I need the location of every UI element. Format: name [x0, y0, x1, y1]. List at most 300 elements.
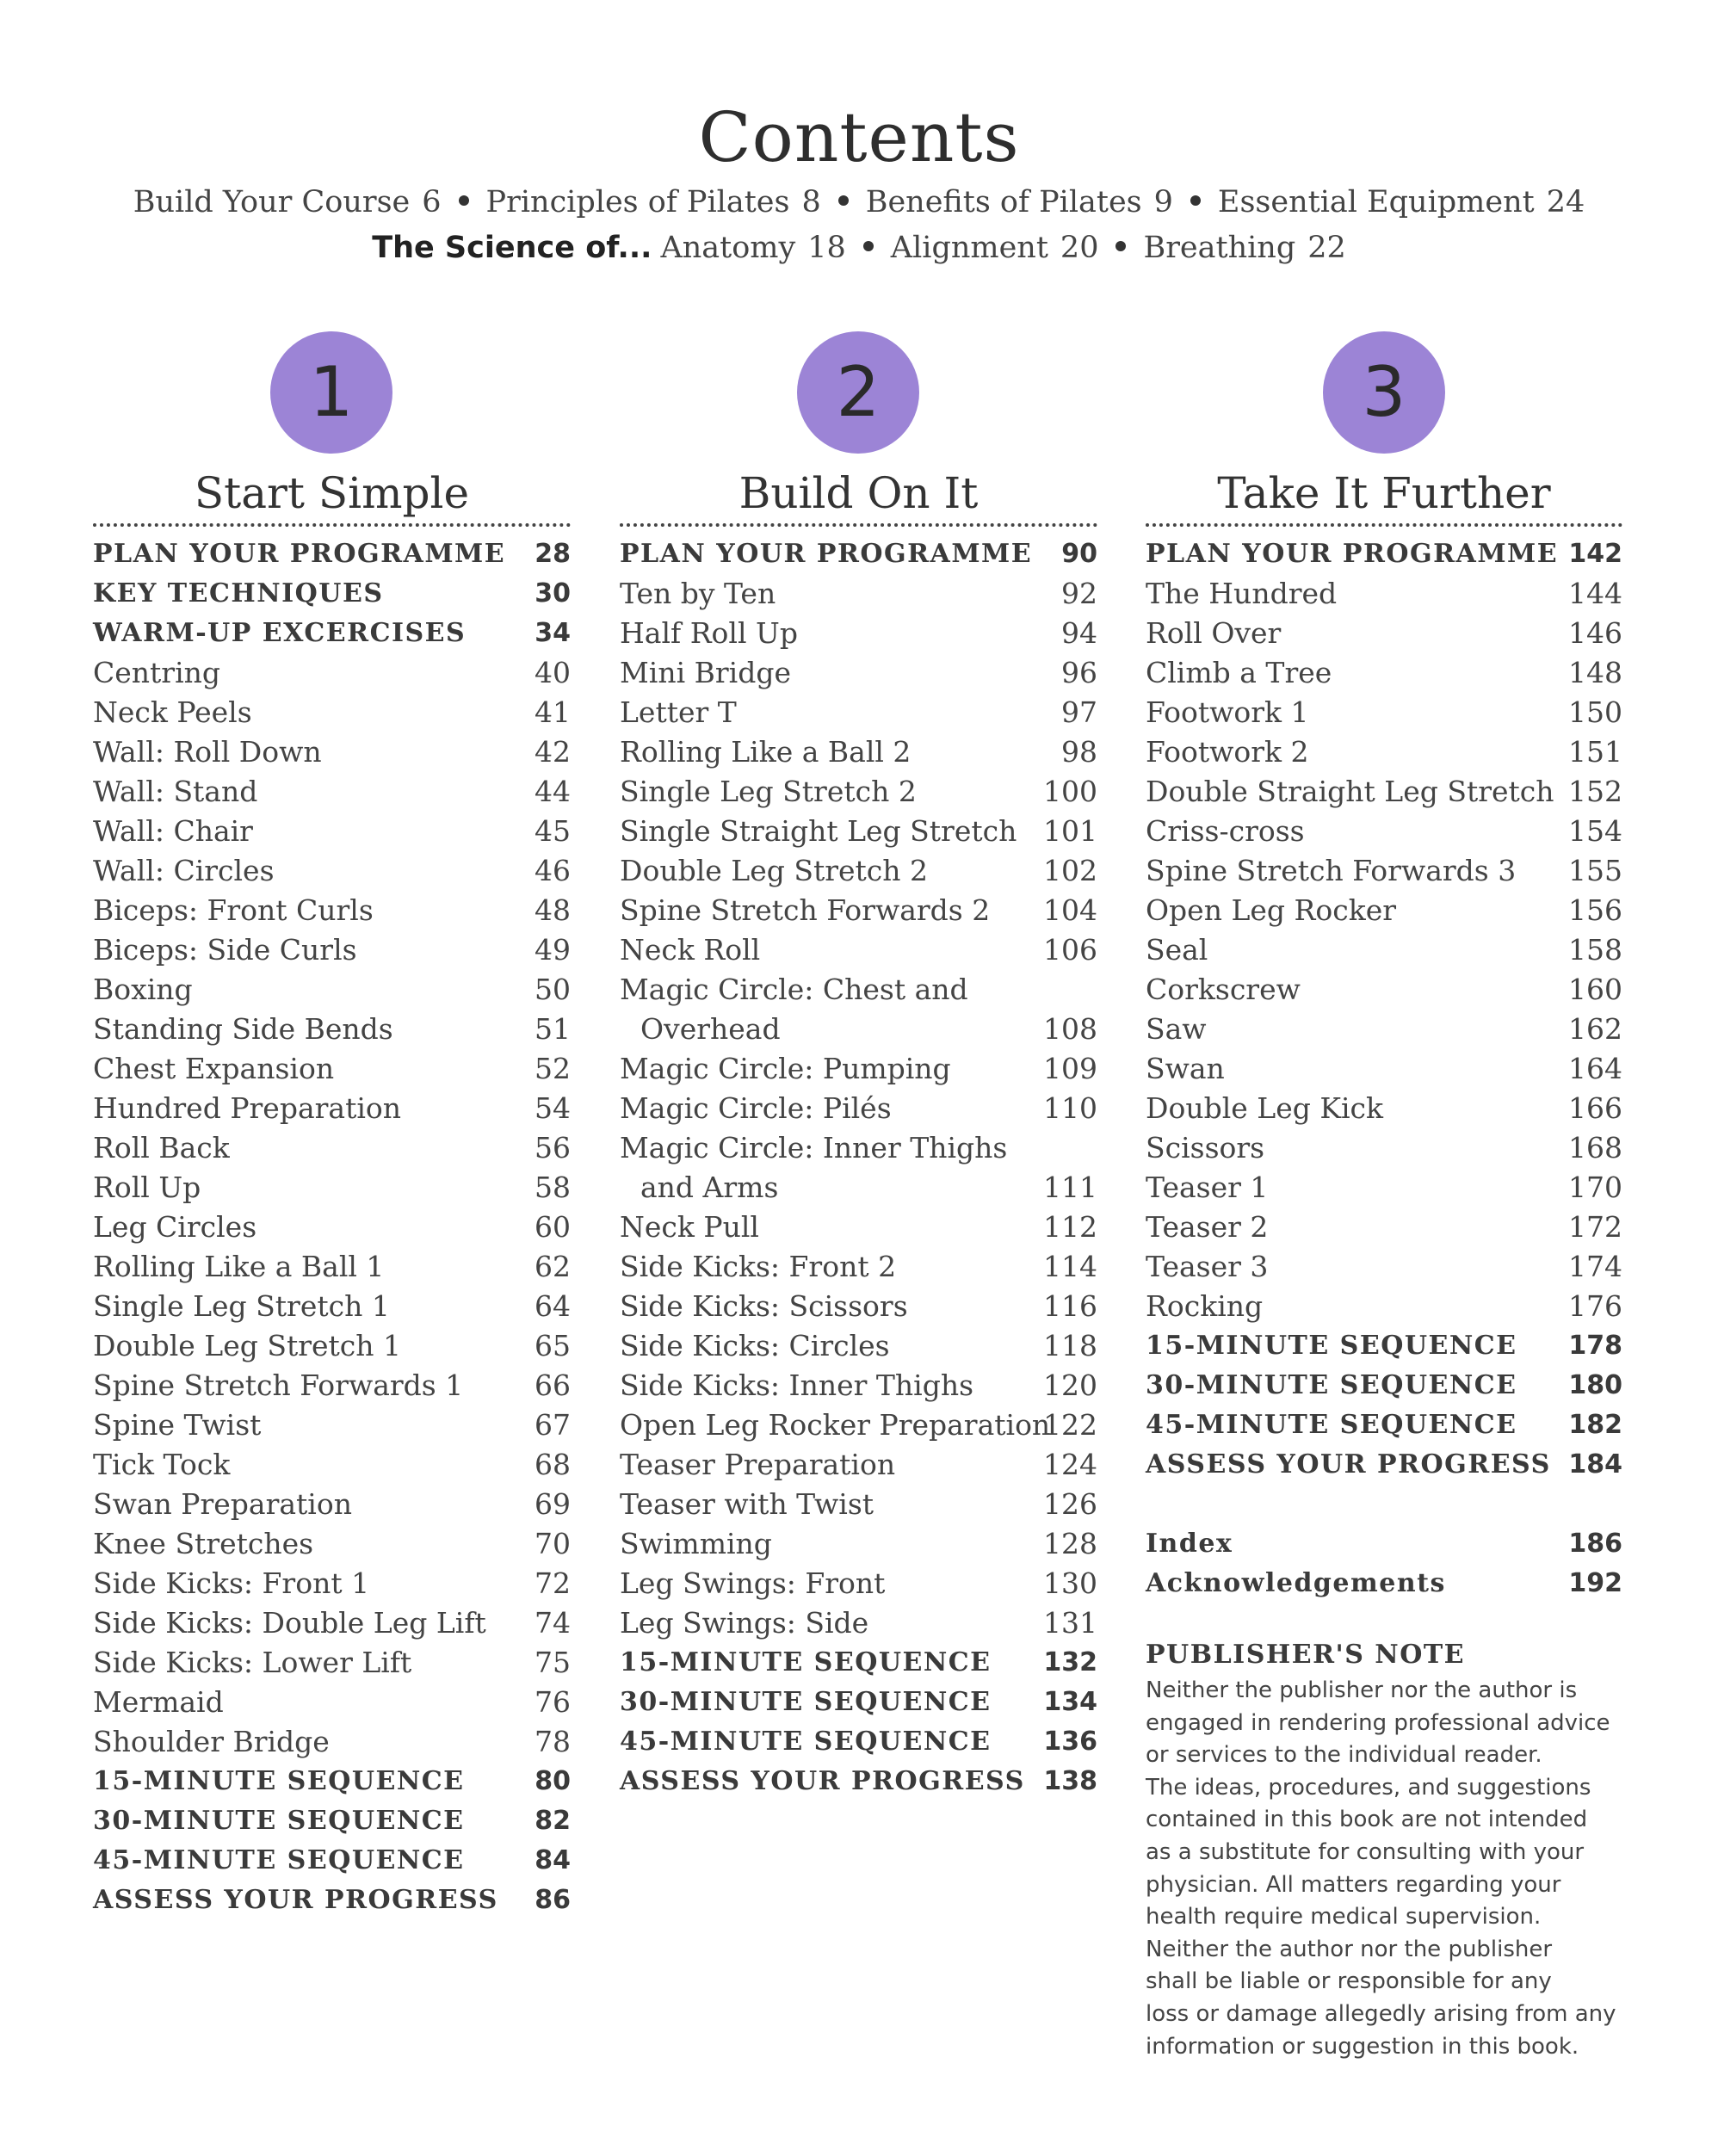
toc-entry[interactable] — [620, 812, 1097, 851]
toc-entry[interactable] — [93, 970, 571, 1010]
toc-entry-page: 78 — [535, 1725, 571, 1758]
toc-entry-label: Teaser 1 — [1146, 1171, 1269, 1204]
toc-entry-page: 132 — [1043, 1647, 1097, 1677]
toc-entry-label: Roll Back — [93, 1131, 230, 1164]
toc-entry-page: 96 — [1061, 656, 1097, 689]
intro-link-label: Principles of Pilates — [485, 185, 790, 219]
bullet-separator — [838, 195, 849, 206]
toc-entry[interactable] — [620, 1366, 1097, 1405]
toc-entry-label: Corkscrew — [1146, 973, 1301, 1006]
toc-entry-page: 68 — [535, 1448, 571, 1481]
toc-entry[interactable] — [93, 574, 571, 614]
toc-entry-label: Teaser 3 — [1146, 1250, 1269, 1283]
toc-entry[interactable] — [620, 1247, 1097, 1287]
toc-entry[interactable] — [93, 1366, 571, 1405]
toc-entry[interactable] — [93, 653, 571, 693]
toc-entry[interactable] — [1146, 1524, 1622, 1564]
toc-entry[interactable] — [1146, 851, 1622, 891]
toc-entry-page: 178 — [1568, 1331, 1622, 1361]
toc-entry-label: Teaser 2 — [1146, 1210, 1269, 1244]
intro-link[interactable] — [891, 233, 1099, 263]
toc-entry-page: 174 — [1568, 1250, 1622, 1283]
science-lead: The Science of... — [372, 231, 652, 265]
publisher-note-line: as a substitute for consulting with your — [1146, 1838, 1585, 1865]
toc-entry-label: Magic Circle: Inner Thighs — [620, 1131, 1008, 1164]
toc-entry-page: 109 — [1043, 1052, 1097, 1085]
toc-entry[interactable] — [620, 1643, 1097, 1683]
intro-link-page: 24 — [1546, 185, 1585, 219]
dotted-divider — [1146, 523, 1622, 527]
section-title: Start Simple — [194, 468, 470, 518]
intro-row-general — [0, 185, 1718, 219]
intro-link-label: Breathing — [1143, 231, 1296, 265]
toc-entry[interactable] — [1146, 1405, 1622, 1445]
toc-entry-page: 186 — [1568, 1529, 1622, 1559]
toc-entry-page: 184 — [1568, 1449, 1622, 1480]
toc-entry[interactable] — [620, 930, 1097, 970]
toc-entry[interactable] — [620, 1564, 1097, 1603]
toc-entry-label: Double Straight Leg Stretch — [1146, 775, 1554, 808]
toc-entry[interactable] — [93, 1405, 571, 1445]
publisher-note-line: The ideas, procedures, and suggestions — [1146, 1774, 1591, 1801]
section-entry-list — [1146, 534, 1622, 1603]
toc-entry-label: Biceps: Front Curls — [93, 893, 374, 927]
toc-entry-label: ASSESS YOUR PROGRESS — [620, 1766, 1025, 1796]
toc-entry[interactable] — [93, 1722, 571, 1762]
toc-entry[interactable] — [1146, 1287, 1622, 1326]
toc-entry-page: 128 — [1043, 1527, 1097, 1560]
toc-entry[interactable] — [1146, 653, 1622, 693]
section-number-badge: 3 — [1323, 331, 1445, 454]
toc-entry-label: Footwork 2 — [1146, 735, 1309, 769]
toc-entry-label: ASSESS YOUR PROGRESS — [93, 1885, 498, 1915]
toc-entry-label: Side Kicks: Inner Thighs — [620, 1368, 974, 1402]
toc-entry-label: Roll Up — [93, 1171, 201, 1204]
toc-entry-label: Roll Over — [1146, 616, 1282, 650]
toc-entry-page: 72 — [535, 1566, 571, 1600]
intro-link[interactable] — [660, 233, 845, 263]
intro-link-label: Benefits of Pilates — [865, 185, 1142, 219]
toc-entry[interactable] — [93, 812, 571, 851]
intro-link-page: 6 — [422, 185, 442, 219]
bullet-separator — [1115, 241, 1126, 251]
toc-entry-label: Acknowledgements — [1146, 1568, 1446, 1598]
toc-entry-label: Letter T — [620, 695, 737, 729]
toc-entry[interactable] — [1146, 970, 1622, 1010]
toc-entry[interactable] — [93, 732, 571, 772]
toc-entry-label: Leg Circles — [93, 1210, 257, 1244]
toc-entry-label: Open Leg Rocker — [1146, 893, 1397, 927]
toc-entry-label: ASSESS YOUR PROGRESS — [1146, 1449, 1551, 1480]
publisher-note-line: contained in this book are not intended — [1146, 1807, 1588, 1833]
toc-entry[interactable] — [93, 1524, 571, 1564]
toc-entry-label: Side Kicks: Lower Lift — [93, 1646, 412, 1679]
publisher-note-line: Neither the author nor the publisher — [1146, 1936, 1553, 1962]
toc-entry-label: WARM-UP EXCERCISES — [93, 618, 467, 648]
toc-entry-page: 122 — [1043, 1408, 1097, 1442]
section-number-badge: 2 — [797, 331, 919, 454]
toc-entry[interactable] — [93, 614, 571, 653]
toc-entry-label: 45-MINUTE SEQUENCE — [93, 1845, 465, 1875]
toc-entry-page: 100 — [1043, 775, 1097, 808]
toc-entry-label: Footwork 1 — [1146, 695, 1309, 729]
toc-entry[interactable] — [620, 1089, 1097, 1128]
toc-entry[interactable] — [1146, 772, 1622, 812]
toc-entry[interactable] — [620, 1762, 1097, 1801]
toc-entry[interactable] — [1146, 1366, 1622, 1405]
toc-entry[interactable] — [93, 1128, 571, 1168]
toc-entry-label: Side Kicks: Scissors — [620, 1289, 908, 1323]
toc-entry-page: 52 — [535, 1052, 571, 1085]
toc-entry-page: 176 — [1568, 1289, 1622, 1323]
toc-entry-page: 65 — [535, 1329, 571, 1362]
toc-entry-label: Swan Preparation — [93, 1487, 352, 1521]
toc-entry-page: 164 — [1568, 1052, 1622, 1085]
toc-entry-page: 110 — [1043, 1091, 1097, 1125]
toc-entry-page: 34 — [535, 618, 571, 648]
toc-entry[interactable] — [1146, 1247, 1622, 1287]
toc-entry[interactable] — [93, 772, 571, 812]
toc-entry[interactable] — [1146, 574, 1622, 614]
toc-entry-page: 160 — [1568, 973, 1622, 1006]
toc-entry[interactable] — [620, 772, 1097, 812]
toc-entry-page: 126 — [1043, 1487, 1097, 1521]
toc-entry[interactable] — [93, 693, 571, 732]
toc-entry-label: Double Leg Stretch 2 — [620, 854, 928, 887]
toc-entry[interactable] — [620, 851, 1097, 891]
intro-link-label: Anatomy — [660, 231, 796, 265]
toc-entry-label: Wall: Roll Down — [93, 735, 322, 769]
toc-entry-page: 120 — [1043, 1368, 1097, 1402]
toc-entry-label: 15-MINUTE SEQUENCE — [620, 1647, 992, 1677]
toc-entry-label: Spine Stretch Forwards 2 — [620, 893, 991, 927]
intro-link-label: Essential Equipment — [1217, 185, 1535, 219]
intro-link[interactable] — [1143, 233, 1345, 263]
toc-entry[interactable] — [1146, 1168, 1622, 1208]
toc-entry-label: The Hundred — [1146, 577, 1338, 610]
intro-row-science — [0, 233, 1718, 263]
toc-entry-label: Spine Stretch Forwards 3 — [1146, 854, 1517, 887]
toc-entry[interactable] — [1146, 812, 1622, 851]
toc-entry-page: 67 — [535, 1408, 571, 1442]
toc-entry[interactable] — [620, 1445, 1097, 1485]
toc-entry-page: 192 — [1568, 1568, 1622, 1598]
toc-entry-label: Side Kicks: Circles — [620, 1329, 890, 1362]
toc-entry-label: Leg Swings: Front — [620, 1566, 886, 1600]
toc-entry[interactable] — [1146, 1445, 1622, 1485]
toc-entry[interactable] — [93, 1326, 571, 1366]
toc-entry[interactable] — [620, 1722, 1097, 1762]
toc-entry-label: Index — [1146, 1529, 1233, 1559]
toc-entry-label: Rolling Like a Ball 1 — [93, 1250, 385, 1283]
toc-entry[interactable] — [1146, 1089, 1622, 1128]
toc-entry-page: 134 — [1043, 1687, 1097, 1717]
toc-entry[interactable] — [1146, 1049, 1622, 1089]
toc-entry-label: and Arms — [640, 1171, 779, 1204]
toc-entry-page: 154 — [1568, 814, 1622, 848]
toc-entry[interactable] — [93, 1881, 571, 1920]
toc-entry[interactable] — [620, 693, 1097, 732]
toc-entry-page: 152 — [1568, 775, 1622, 808]
toc-entry-label: Criss-cross — [1146, 814, 1305, 848]
toc-entry[interactable] — [620, 1326, 1097, 1366]
publisher-note-line: loss or damage allegedly arising from any — [1146, 2000, 1616, 2027]
toc-entry-page: 69 — [535, 1487, 571, 1521]
toc-entry-page: 74 — [535, 1606, 571, 1640]
toc-entry-label: Half Roll Up — [620, 616, 798, 650]
toc-entry-page: 97 — [1061, 695, 1097, 729]
toc-entry-page: 155 — [1568, 854, 1622, 887]
toc-entry-page: 142 — [1568, 539, 1622, 569]
toc-entry-page: 92 — [1061, 577, 1097, 610]
toc-entry-continuation[interactable] — [620, 1168, 1097, 1208]
toc-entry-label: KEY TECHNIQUES — [93, 578, 384, 608]
toc-entry-page: 150 — [1568, 695, 1622, 729]
toc-entry[interactable] — [620, 1683, 1097, 1722]
toc-entry-page: 172 — [1568, 1210, 1622, 1244]
toc-entry-page: 80 — [535, 1766, 571, 1796]
toc-entry[interactable] — [1146, 1128, 1622, 1168]
toc-entry[interactable] — [1146, 732, 1622, 772]
toc-entry[interactable] — [620, 1128, 1097, 1168]
toc-entry[interactable] — [620, 891, 1097, 930]
toc-entry-label: 15-MINUTE SEQUENCE — [1146, 1331, 1517, 1361]
toc-entry[interactable] — [1146, 1010, 1622, 1049]
bullet-separator — [1190, 195, 1201, 206]
dotted-divider — [93, 523, 571, 527]
toc-entry[interactable] — [93, 1683, 571, 1722]
toc-entry-label: Scissors — [1146, 1131, 1265, 1164]
toc-entry-label: 30-MINUTE SEQUENCE — [1146, 1370, 1517, 1400]
toc-entry-label: 15-MINUTE SEQUENCE — [93, 1766, 465, 1796]
toc-entry-page: 101 — [1043, 814, 1097, 848]
toc-entry-page: 75 — [535, 1646, 571, 1679]
toc-entry-label: PLAN YOUR PROGRAMME — [1146, 539, 1559, 569]
toc-entry[interactable] — [620, 1405, 1097, 1445]
toc-entry[interactable] — [620, 653, 1097, 693]
toc-entry[interactable] — [620, 732, 1097, 772]
intro-link[interactable] — [865, 185, 1173, 219]
toc-entry-page: 182 — [1568, 1410, 1622, 1440]
toc-entry-label: Overhead — [640, 1012, 781, 1046]
toc-entry-label: Knee Stretches — [93, 1527, 314, 1560]
toc-entry[interactable] — [93, 1564, 571, 1603]
toc-entry[interactable] — [93, 851, 571, 891]
toc-entry-label: Magic Circle: Pilés — [620, 1091, 892, 1125]
toc-entry-label: Biceps: Side Curls — [93, 933, 357, 967]
toc-entry-label: Teaser Preparation — [620, 1448, 896, 1481]
toc-entry[interactable] — [1146, 891, 1622, 930]
toc-entry-label: Standing Side Bends — [93, 1012, 393, 1046]
list-spacer — [1146, 1485, 1622, 1524]
toc-entry[interactable] — [620, 1049, 1097, 1089]
toc-entry-label: Swan — [1146, 1052, 1225, 1085]
toc-entry-page: 136 — [1043, 1727, 1097, 1757]
toc-entry[interactable] — [93, 1445, 571, 1485]
toc-entry-page: 151 — [1568, 735, 1622, 769]
toc-entry-page: 82 — [535, 1806, 571, 1836]
toc-entry-continuation[interactable] — [620, 1010, 1097, 1049]
toc-entry[interactable] — [93, 930, 571, 970]
toc-entry[interactable] — [620, 574, 1097, 614]
toc-entry-label: Hundred Preparation — [93, 1091, 402, 1125]
toc-entry-label: Chest Expansion — [93, 1052, 335, 1085]
toc-entry-label: Wall: Stand — [93, 775, 258, 808]
toc-entry-label: Rocking — [1146, 1289, 1264, 1323]
toc-entry-page: 104 — [1043, 893, 1097, 927]
toc-entry[interactable] — [93, 1287, 571, 1326]
toc-entry-label: Mermaid — [93, 1685, 224, 1719]
toc-entry[interactable] — [93, 1801, 571, 1841]
publisher-note-line: shall be liable or responsible for any — [1146, 1968, 1552, 1995]
toc-entry-label: Spine Stretch Forwards 1 — [93, 1368, 464, 1402]
toc-entry[interactable] — [620, 1208, 1097, 1247]
dotted-divider — [620, 523, 1097, 527]
toc-entry-page: 46 — [535, 854, 571, 887]
toc-entry[interactable] — [620, 534, 1097, 574]
toc-entry-page: 114 — [1043, 1250, 1097, 1283]
toc-entry[interactable] — [620, 614, 1097, 653]
toc-entry-page: 44 — [535, 775, 571, 808]
intro-link-page: 22 — [1307, 231, 1346, 265]
toc-entry-page: 50 — [535, 973, 571, 1006]
toc-entry[interactable] — [620, 1485, 1097, 1524]
intro-link-label: Alignment — [890, 231, 1048, 265]
toc-entry[interactable] — [620, 970, 1097, 1010]
toc-entry-page: 86 — [535, 1885, 571, 1915]
toc-entry-label: Wall: Chair — [93, 814, 253, 848]
toc-entry-page: 62 — [535, 1250, 571, 1283]
publisher-note-line: information or suggestion in this book. — [1146, 2033, 1579, 2060]
toc-entry[interactable] — [1146, 1326, 1622, 1366]
publisher-note-line: or services to the individual reader. — [1146, 1742, 1542, 1769]
intro-link-page: 8 — [801, 185, 821, 219]
toc-entry-label: Boxing — [93, 973, 193, 1006]
toc-entry-label: Climb a Tree — [1146, 656, 1332, 689]
toc-entry[interactable] — [93, 1168, 571, 1208]
intro-link[interactable] — [133, 185, 442, 219]
toc-entry[interactable] — [93, 1643, 571, 1683]
toc-entry-label: Centring — [93, 656, 221, 689]
toc-entry[interactable] — [93, 1049, 571, 1089]
toc-entry-page: 30 — [535, 578, 571, 608]
toc-entry-label: Seal — [1146, 933, 1208, 967]
toc-entry-label: Leg Swings: Side — [620, 1606, 869, 1640]
intro-link-page: 9 — [1153, 185, 1173, 219]
toc-entry-label: Shoulder Bridge — [93, 1725, 330, 1758]
toc-entry[interactable] — [620, 1524, 1097, 1564]
toc-entry[interactable] — [1146, 534, 1622, 574]
toc-entry-label: 45-MINUTE SEQUENCE — [620, 1727, 992, 1757]
toc-entry-label: PLAN YOUR PROGRAMME — [620, 539, 1033, 569]
page-title: Contents — [698, 97, 1020, 177]
toc-entry[interactable] — [93, 1208, 571, 1247]
toc-entry-label: Tick Tock — [93, 1448, 231, 1481]
toc-entry[interactable] — [620, 1287, 1097, 1326]
toc-entry-page: 166 — [1568, 1091, 1622, 1125]
toc-entry-page: 54 — [535, 1091, 571, 1125]
bullet-separator — [459, 195, 469, 206]
publisher-note-line: engaged in rendering professional advice — [1146, 1709, 1610, 1736]
toc-entry-page: 90 — [1061, 539, 1097, 569]
toc-entry-label: Neck Pull — [620, 1210, 759, 1244]
toc-entry-page: 40 — [535, 656, 571, 689]
toc-entry[interactable] — [93, 1485, 571, 1524]
toc-entry-page: 28 — [535, 539, 571, 569]
toc-entry-label: PLAN YOUR PROGRAMME — [93, 539, 506, 569]
toc-entry[interactable] — [93, 891, 571, 930]
toc-entry-page: 42 — [535, 735, 571, 769]
toc-entry-page: 108 — [1043, 1012, 1097, 1046]
toc-entry-page: 98 — [1061, 735, 1097, 769]
toc-entry[interactable] — [93, 534, 571, 574]
intro-link[interactable] — [485, 185, 821, 219]
toc-entry[interactable] — [1146, 614, 1622, 653]
toc-entry-page: 102 — [1043, 854, 1097, 887]
toc-entry-label: Rolling Like a Ball 2 — [620, 735, 912, 769]
toc-entry-page: 76 — [535, 1685, 571, 1719]
toc-entry-page: 158 — [1568, 933, 1622, 967]
toc-entry-page: 148 — [1568, 656, 1622, 689]
toc-entry[interactable] — [93, 1247, 571, 1287]
toc-entry-page: 116 — [1043, 1289, 1097, 1323]
toc-entry-label: Teaser with Twist — [620, 1487, 874, 1521]
toc-entry-label: Neck Roll — [620, 933, 761, 967]
toc-entry[interactable] — [93, 1010, 571, 1049]
section-entry-list — [93, 534, 571, 1920]
toc-entry-label: Ten by Ten — [620, 577, 776, 610]
toc-entry-label: Single Leg Stretch 1 — [93, 1289, 390, 1323]
toc-entry[interactable] — [1146, 693, 1622, 732]
toc-entry[interactable] — [93, 1841, 571, 1881]
toc-entry-label: Double Leg Kick — [1146, 1091, 1384, 1125]
publisher-note-heading: PUBLISHER'S NOTE — [1146, 1640, 1466, 1670]
toc-entry[interactable] — [93, 1089, 571, 1128]
section-entry-list — [620, 534, 1097, 1801]
toc-entry[interactable] — [93, 1603, 571, 1643]
toc-entry-page: 41 — [535, 695, 571, 729]
intro-link-page: 20 — [1060, 231, 1099, 265]
toc-entry-label: 45-MINUTE SEQUENCE — [1146, 1410, 1517, 1440]
toc-entry-page: 49 — [535, 933, 571, 967]
toc-entry[interactable] — [1146, 930, 1622, 970]
publisher-note-body — [1146, 1675, 1622, 2063]
toc-entry-page: 124 — [1043, 1448, 1097, 1481]
toc-entry[interactable] — [1146, 1564, 1622, 1603]
toc-entry-page: 156 — [1568, 893, 1622, 927]
toc-entry-label: Side Kicks: Double Leg Lift — [93, 1606, 486, 1640]
intro-link[interactable] — [1217, 185, 1585, 219]
intro-link-label: Build Your Course — [133, 185, 411, 219]
toc-entry-page: 170 — [1568, 1171, 1622, 1204]
toc-entry[interactable] — [93, 1762, 571, 1801]
toc-entry-label: 30-MINUTE SEQUENCE — [93, 1806, 465, 1836]
toc-entry-page: 70 — [535, 1527, 571, 1560]
toc-entry-page: 118 — [1043, 1329, 1097, 1362]
toc-entry-page: 56 — [535, 1131, 571, 1164]
toc-entry[interactable] — [1146, 1208, 1622, 1247]
toc-entry-label: Spine Twist — [93, 1408, 262, 1442]
toc-entry-page: 84 — [535, 1845, 571, 1875]
section-title: Build On It — [738, 468, 979, 518]
toc-entry-page: 45 — [535, 814, 571, 848]
toc-entry-page: 60 — [535, 1210, 571, 1244]
toc-entry[interactable] — [620, 1603, 1097, 1643]
toc-entry-page: 94 — [1061, 616, 1097, 650]
toc-entry-page: 144 — [1568, 577, 1622, 610]
toc-entry-label: Wall: Circles — [93, 854, 275, 887]
publisher-note-line: health require medical supervision. — [1146, 1904, 1542, 1931]
